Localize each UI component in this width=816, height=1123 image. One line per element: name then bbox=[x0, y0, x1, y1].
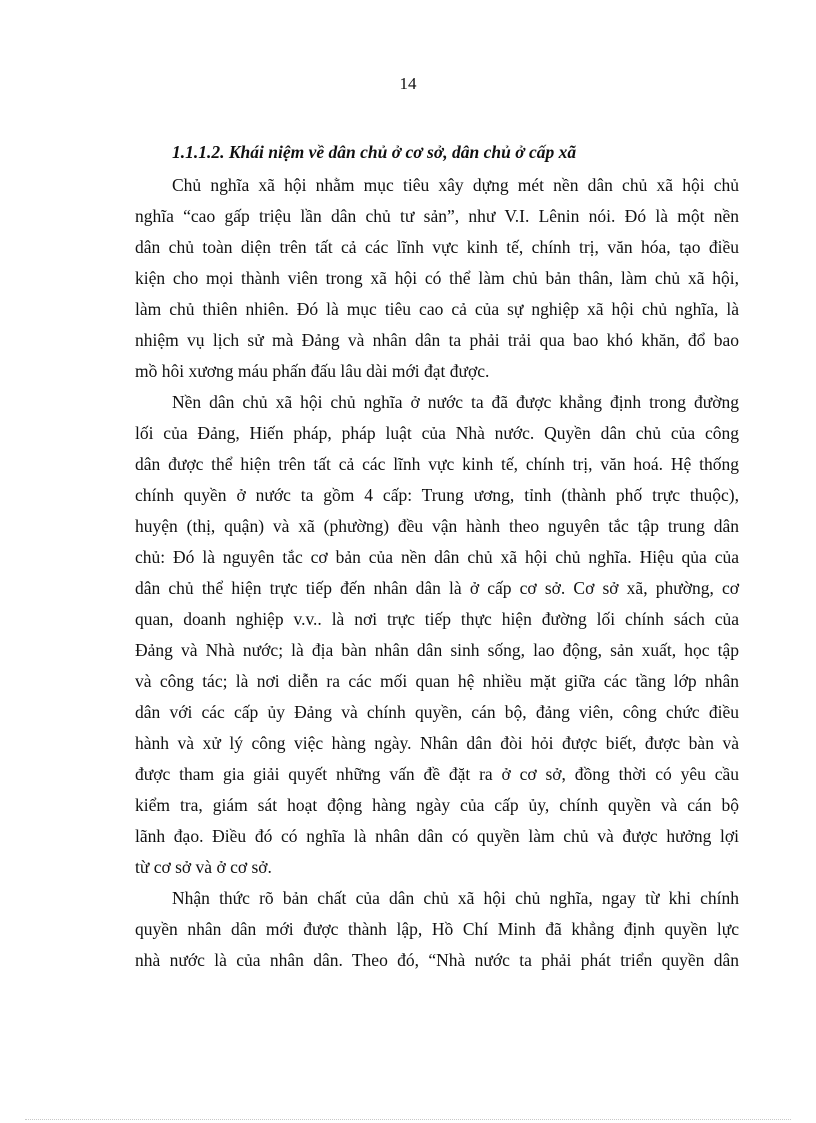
text-line: kiện cho mọi thành viên trong xã hội có thể làm chủ bản thân, làm chủ xã hội, bbox=[135, 268, 739, 288]
text-line: dân với các cấp ủy Đảng và chính quyền, cán bộ, đảng viên, công chức điều bbox=[135, 702, 739, 722]
paragraph-3 bbox=[135, 883, 739, 976]
text-line: Nhận thức rõ bản chất của dân chủ xã hội chủ nghĩa, ngay từ khi chính bbox=[172, 888, 739, 908]
text-line: được tham gia giải quyết những vấn đề đặt ra ở cơ sở, đồng thời có yêu cầu bbox=[135, 764, 739, 784]
text-line: và công tác; là nơi diễn ra các mối quan hệ nhiều mặt giữa các tầng lớp nhân bbox=[135, 671, 739, 691]
text-line: huyện (thị, quận) và xã (phường) đều vận hành theo nguyên tắc tập trung dân bbox=[135, 516, 739, 536]
text-line: dân chủ toàn diện trên tất cả các lĩnh vực kinh tế, chính trị, văn hóa, tạo điều bbox=[135, 237, 739, 257]
text-line: nhiệm vụ lịch sử mà Đảng và nhân dân ta phải trải qua bao khó khăn, đổ bao bbox=[135, 330, 739, 350]
text-line: chính quyền ở nước ta gồm 4 cấp: Trung ương, tỉnh (thành phố trực thuộc), bbox=[135, 485, 739, 505]
page-bottom-rule bbox=[25, 1119, 791, 1120]
paragraph-1 bbox=[135, 170, 739, 387]
text-line: làm chủ thiên nhiên. Đó là mục tiêu cao cả của sự nghiệp xã hội chủ nghĩa, là bbox=[135, 299, 739, 319]
text-line: hành và xử lý công việc hàng ngày. Nhân dân đòi hỏi được biết, được bàn và bbox=[135, 733, 739, 753]
text-line: Chủ nghĩa xã hội nhằm mục tiêu xây dựng mét nền dân chủ xã hội chủ bbox=[172, 175, 739, 195]
text-line: nhà nước là của nhân dân. Theo đó, “Nhà nước ta phải phát triển quyền dân bbox=[135, 950, 739, 970]
text-line: quan, doanh nghiệp v.v.. là nơi trực tiếp thực hiện đường lối chính sách của bbox=[135, 609, 739, 629]
text-line: lãnh đạo. Điều đó có nghĩa là nhân dân có quyền làm chủ và được hưởng lợi bbox=[135, 826, 739, 846]
text-line: dân chủ thể hiện trực tiếp đến nhân dân là ở cấp cơ sở. Cơ sở xã, phường, cơ bbox=[135, 578, 739, 598]
section-heading: 1.1.1.2. Khái niệm về dân chủ ở cơ sở, dân chủ ở cấp xã bbox=[172, 142, 577, 162]
text-line: từ cơ sở và ở cơ sở. bbox=[135, 857, 272, 877]
text-line: dân được thể hiện trên tất cả các lĩnh vực kinh tế, chính trị, văn hoá. Hệ thống bbox=[135, 454, 739, 474]
text-line: kiểm tra, giám sát hoạt động hàng ngày của cấp ủy, chính quyền và cán bộ bbox=[135, 795, 739, 815]
text-line: mồ hôi xương máu phấn đấu lâu dài mới đạt được. bbox=[135, 361, 490, 381]
text-line: Đảng và Nhà nước; là địa bàn nhân dân sinh sống, lao động, sản xuất, học tập bbox=[135, 640, 739, 660]
paragraph-2 bbox=[135, 387, 739, 883]
text-line: chủ: Đó là nguyên tắc cơ bản của nền dân chủ xã hội chủ nghĩa. Hiệu qủa của bbox=[135, 547, 739, 567]
text-line: nghĩa “cao gấp triệu lần dân chủ tư sản”, như V.I. Lênin nói. Đó là một nền bbox=[135, 206, 739, 226]
document-body bbox=[135, 140, 739, 976]
text-line: Nền dân chủ xã hội chủ nghĩa ở nước ta đã được khẳng định trong đường bbox=[172, 392, 739, 412]
text-line: lối của Đảng, Hiến pháp, pháp luật của Nhà nước. Quyền dân chủ của công bbox=[135, 423, 739, 443]
text-line: quyền nhân dân mới được thành lập, Hồ Chí Minh đã khẳng định quyền lực bbox=[135, 919, 739, 939]
page-number: 14 bbox=[399, 74, 417, 93]
